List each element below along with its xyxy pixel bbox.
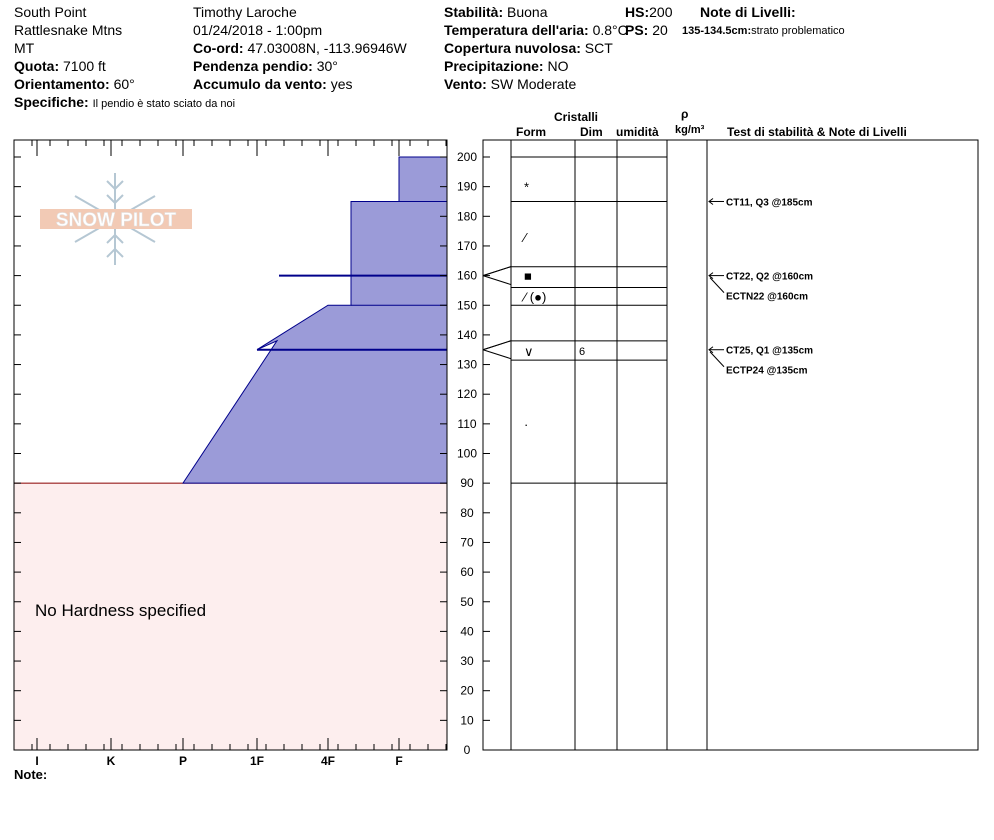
aspect-label: Orientamento:: [14, 76, 110, 92]
specifics-label: Specifiche:: [14, 94, 89, 110]
logo-text: SNOW PILOT: [55, 210, 177, 231]
height-tick-label: 70: [460, 535, 474, 550]
wind-loading-label: Accumulo da vento:: [193, 76, 327, 92]
layer-note-range: 135-134.5cm:: [682, 25, 752, 37]
height-tick-label: 140: [456, 327, 478, 342]
height-tick-label: 160: [456, 268, 478, 283]
crystal-dim: 6: [579, 346, 586, 359]
height-tick-label: 120: [456, 387, 478, 402]
crystal-form: ·: [524, 416, 529, 432]
layer-note-text: strato problematico: [751, 25, 845, 37]
col-rho: ρ: [681, 107, 689, 121]
ps-value: 20: [652, 22, 668, 38]
hardness-tick-label: 4F: [320, 754, 336, 768]
height-tick-label: 130: [456, 357, 478, 372]
crystal-form: ⁄ (●): [524, 289, 547, 305]
precip-value: NO: [547, 58, 569, 74]
weak-layer-wedge-top: [483, 341, 511, 350]
cloud-value: SCT: [584, 40, 613, 56]
hardness-tick-label: K: [106, 754, 116, 768]
weak-layer-wedge-bottom: [483, 350, 511, 359]
stability-value: Buona: [507, 4, 548, 20]
height-tick-label: 150: [456, 298, 478, 313]
no-hardness-text: No Hardness specified: [35, 601, 207, 620]
ps-label: PS:: [625, 22, 649, 38]
hardness-tick-label: 1F: [249, 754, 265, 768]
air-temp-label: Temperatura dell'aria:: [444, 22, 589, 38]
height-tick-label: 170: [456, 238, 478, 253]
elevation-value: 7100 ft: [63, 58, 106, 74]
state: MT: [14, 40, 35, 56]
aspect-value: 60°: [113, 76, 135, 92]
hs-label: HS:: [625, 4, 650, 20]
datetime: 01/24/2018 - 1:00pm: [193, 22, 323, 38]
wind-value: SW Moderate: [490, 76, 577, 92]
col-density-unit: kg/m³: [675, 124, 705, 136]
col-form: Form: [516, 125, 546, 139]
hardness-tick-label: P: [178, 754, 188, 768]
test-label: ECTP24 @135cm: [726, 365, 808, 377]
test-label: CT11, Q3 @185cm: [726, 197, 813, 209]
slope-label: Pendenza pendio:: [193, 58, 313, 74]
test-label: ECTN22 @160cm: [726, 291, 809, 303]
test-arrow: [710, 278, 724, 293]
observer: Timothy Laroche: [193, 4, 297, 20]
height-tick-label: 190: [456, 179, 478, 194]
height-tick-label: 40: [460, 624, 474, 639]
cloud-label: Copertura nuvolosa:: [444, 40, 581, 56]
test-label: CT22, Q2 @160cm: [726, 271, 814, 283]
height-tick-label: 100: [456, 446, 478, 461]
height-tick-label: 30: [460, 654, 474, 669]
layers-frame: [483, 140, 978, 750]
hardness-tick-label: I: [35, 754, 39, 768]
height-tick-label: 90: [460, 476, 474, 491]
location: South Point: [14, 4, 87, 20]
test-arrow: [710, 352, 724, 367]
coord-value: 47.03008N, -113.96946W: [247, 40, 407, 56]
stability-label: Stabilità:: [444, 4, 504, 20]
weak-layer-wedge-bottom: [483, 276, 511, 285]
col-cristalli: Cristalli: [554, 110, 599, 124]
col-dim: Dim: [580, 125, 603, 139]
weak-layer-wedge-top: [483, 267, 511, 276]
crystal-form: ■: [524, 268, 532, 284]
height-tick-label: 80: [460, 505, 474, 520]
col-umidita: umidità: [616, 125, 659, 139]
precip-label: Precipitazione:: [444, 58, 544, 74]
height-tick-label: 10: [460, 713, 474, 728]
col-tests: Test di stabilità & Note di Livelli: [727, 125, 907, 139]
height-tick-label: 200: [456, 150, 478, 164]
wind-loading-value: yes: [330, 76, 353, 92]
range: Rattlesnake Mtns: [14, 22, 123, 38]
crystal-form: ⁄: [524, 230, 527, 246]
stability-tests: [709, 197, 813, 376]
test-label: CT25, Q1 @135cm: [726, 345, 814, 357]
layer-notes-label: Note di Livelli:: [700, 4, 796, 20]
height-tick-label: 60: [460, 565, 474, 580]
height-tick-label: 20: [460, 683, 474, 698]
crystal-form: ∨: [524, 344, 534, 360]
slope-value: 30°: [316, 58, 338, 74]
coord-label: Co-ord:: [193, 40, 244, 56]
specifics-value: Il pendio è stato sciato da noi: [92, 98, 236, 110]
height-tick-label: 50: [460, 594, 474, 609]
height-tick-label: 180: [456, 209, 478, 224]
height-tick-label: 0: [463, 743, 471, 757]
height-tick-label: 110: [457, 416, 477, 431]
crystal-form: *: [524, 179, 530, 195]
elevation-label: Quota:: [14, 58, 60, 74]
hardness-tick-label: F: [395, 754, 403, 768]
hs-value: 200: [649, 4, 673, 20]
wind-label: Vento:: [444, 76, 487, 92]
hardness-profile: [183, 157, 447, 483]
air-temp-value: 0.8°C: [592, 22, 628, 38]
note-label: Note:: [14, 767, 48, 782]
snowpilot-logo: [40, 173, 192, 265]
